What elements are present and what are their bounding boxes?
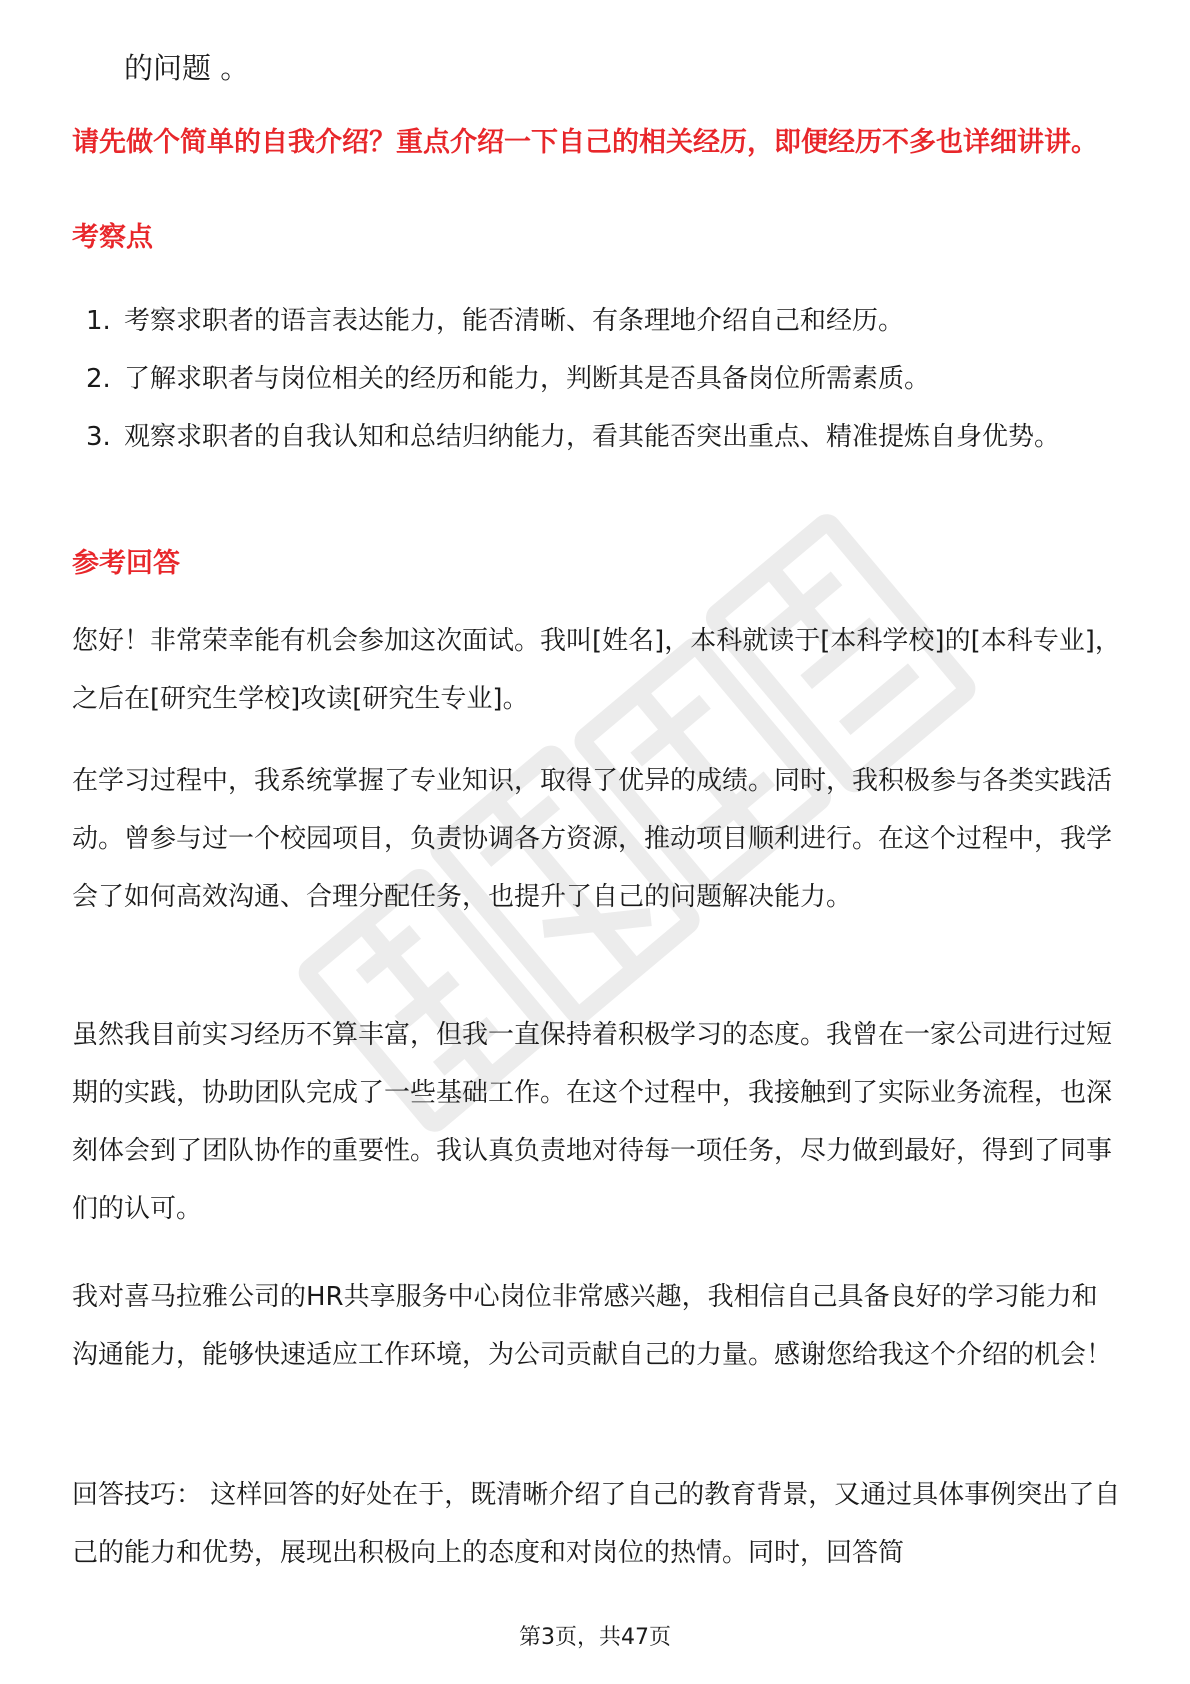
section-title-answer: 参考回答 [72, 548, 180, 579]
list-item-text: 了解求职者与岗位相关的经历和能力，判断其是否具备岗位所需素质。 [124, 364, 931, 394]
list-number: 2. [86, 364, 111, 394]
question-heading: 请先做个简单的自我介绍？重点介绍一下自己的相关经历，即便经历不多也详细讲讲。 [72, 127, 1098, 158]
answer-paragraph: 在学习过程中，我系统掌握了专业知识，取得了优异的成绩。同时，我积极参与各类实践活动。曾参与过一个校园项目，负责协调各方资源，推动项目顺利进行。在这个过程中，我学会了如何高效沟通、合理分配任务，也提升了自己的问题解决能力。 [72, 766, 1113, 912]
points-list [72, 292, 1122, 466]
list-item [72, 350, 1122, 408]
answer-paragraph: 虽然我目前实习经历不算丰富，但我一直保持着积极学习的态度。我曾在一家公司进行过短期的实践，协助团队完成了一些基础工作。在这个过程中，我接触到了实际业务流程，也深刻体会到了团队协作的重要性。我认真负责地对待每一项任务，尽力做到最好，得到了同事们的认可。 [72, 1020, 1113, 1224]
list-item [72, 292, 1122, 350]
answer-tips-paragraph: 回答技巧： 这样回答的好处在于，既清晰介绍了自己的教育背景，又通过具体事例突出了自己的能力和优势，展现出积极向上的态度和对岗位的热情。同时，回答简 [72, 1480, 1121, 1568]
list-number: 1. [86, 306, 111, 336]
list-item [72, 408, 1122, 466]
answer-paragraph: 我对喜马拉雅公司的HR共享服务中心岗位非常感兴趣，我相信自己具备良好的学习能力和沟通能力，能够快速适应工作环境，为公司贡献自己的力量。感谢您给我这个介绍的机会！ [72, 1282, 1113, 1370]
page-footer: 第3页，共47页 [519, 1625, 671, 1650]
list-item-text: 观察求职者的自我认知和总结归纳能力，看其能否突出重点、精准提炼自身优势。 [124, 422, 1061, 452]
list-number: 3. [86, 422, 111, 452]
list-item-text: 考察求职者的语言表达能力，能否清晰、有条理地介绍自己和经历。 [124, 306, 905, 336]
continuation-text: 的问题 。 [124, 51, 250, 85]
answer-paragraph: 您好！非常荣幸能有机会参加这次面试。我叫[姓名]，本科就读于[本科学校]的[本科专业]，之后在[研究生学校]攻读[研究生专业]。 [72, 626, 1121, 714]
section-title-points: 考察点 [72, 222, 153, 253]
